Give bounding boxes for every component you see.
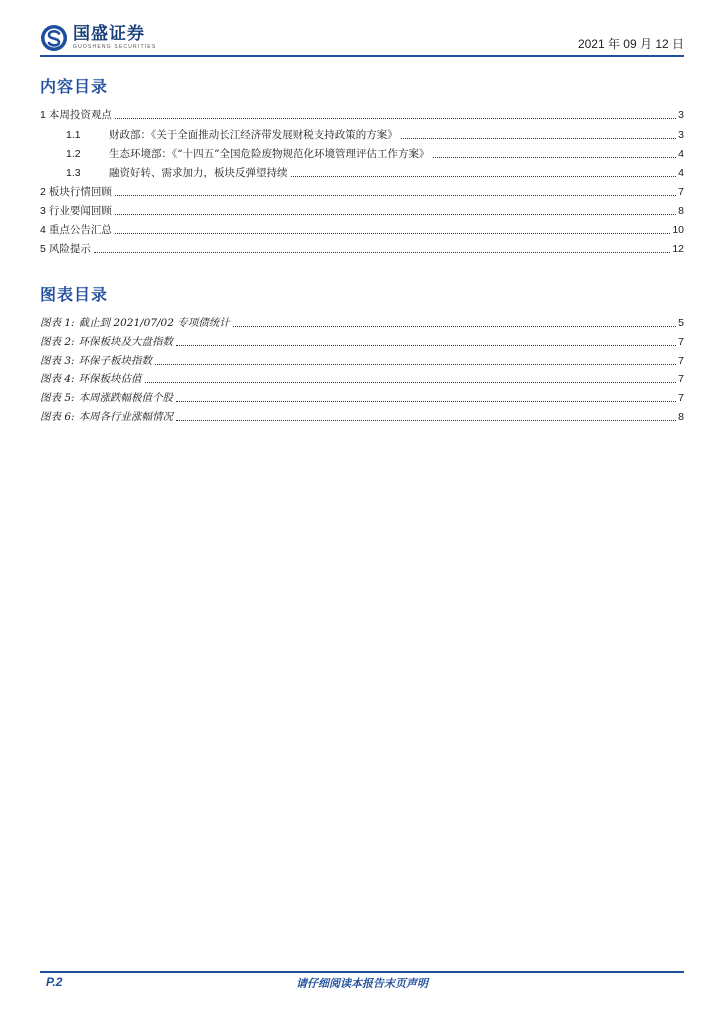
toc-leader-dots — [115, 117, 676, 119]
figure-entry[interactable] — [40, 389, 684, 405]
toc-leader-dots — [145, 381, 677, 383]
figures-heading: 图表目录 — [40, 285, 109, 304]
toc-leader-dots — [176, 344, 676, 346]
toc-leader-dots — [176, 400, 676, 402]
figure-entry-label: 图表 2: — [40, 336, 75, 348]
toc-leader-dots — [115, 232, 670, 234]
toc-entry-page: 8 — [678, 205, 684, 217]
toc-entry-number: 2 — [40, 186, 46, 198]
figure-entry[interactable] — [40, 352, 684, 368]
figure-entry[interactable] — [40, 314, 684, 330]
figure-entry-title: 本周涨跌幅极值个股 — [78, 392, 174, 404]
figure-entry-page: 7 — [678, 373, 684, 385]
page-header — [40, 22, 684, 54]
contents-heading: 内容目录 — [40, 77, 109, 96]
toc-entry-page: 3 — [678, 109, 684, 121]
figure-entry-page: 7 — [678, 336, 684, 348]
toc-leader-dots — [401, 137, 676, 139]
brand-subtitle: GUOSHENG SECURITIES — [73, 44, 157, 50]
page-number: P.2 — [46, 975, 63, 989]
toc-entry-number: 5 — [40, 243, 46, 255]
figure-entry-title: 环保板块及大盘指数 — [78, 336, 174, 348]
footer-disclaimer: 请仔细阅读本报告末页声明 — [296, 977, 428, 990]
toc-entry-title: 本周投资观点 — [48, 109, 112, 121]
toc-leader-dots — [291, 175, 677, 177]
figure-entry[interactable] — [40, 333, 684, 349]
toc-entry-title: 板块行情回顾 — [48, 186, 112, 198]
toc-entry[interactable] — [66, 164, 684, 180]
figure-entry-title: 环保子板块指数 — [78, 355, 153, 367]
figure-entry-title: 本周各行业涨幅情况 — [78, 411, 174, 423]
report-date: 2021 年 09 月 12 日 — [577, 37, 684, 51]
figure-entry-title: 环保板块估值 — [78, 373, 142, 385]
brand-name: 国盛证券 — [73, 24, 145, 44]
brand-logo — [40, 22, 156, 54]
figure-entry-page: 7 — [678, 355, 684, 367]
toc-entry-number: 1 — [40, 109, 46, 121]
footer-divider — [40, 971, 684, 973]
toc-leader-dots — [115, 213, 676, 215]
toc-entry-number: 1.3 — [66, 167, 81, 179]
toc-entry-page: 10 — [672, 224, 684, 236]
figure-entry-label: 图表 3: — [40, 355, 75, 367]
figure-entry-page: 5 — [678, 317, 684, 329]
figure-entry[interactable] — [40, 370, 684, 386]
toc-leader-dots — [155, 363, 676, 365]
toc-leader-dots — [94, 251, 670, 253]
toc-entry-number: 1.1 — [66, 129, 81, 141]
figure-entry-title: 截止到 2021/07/02 专项债统计 — [78, 317, 230, 329]
figure-entry-label: 图表 5: — [40, 392, 75, 404]
toc-entry-number: 1.2 — [66, 148, 81, 160]
brand-logo-icon — [40, 24, 68, 52]
figure-entry-page: 7 — [678, 392, 684, 404]
figure-entry-label: 图表 6: — [40, 411, 75, 423]
figure-entry-label: 图表 1: — [40, 317, 75, 329]
figure-entry-page: 8 — [678, 411, 684, 423]
toc-leader-dots — [176, 419, 676, 421]
figure-entry-label: 图表 4: — [40, 373, 75, 385]
toc-entry-number: 4 — [40, 224, 46, 236]
toc-entry[interactable] — [66, 145, 684, 161]
toc-entry-title: 生态环境部：《“十四五”全国危险废物规范化环境管理评估工作方案》 — [109, 148, 430, 160]
toc-entry-title: 行业要闻回顾 — [48, 205, 112, 217]
toc-entry[interactable] — [40, 221, 684, 237]
toc-entry-page: 4 — [678, 167, 684, 179]
toc-entry-page: 3 — [678, 129, 684, 141]
toc-entry[interactable] — [40, 202, 684, 218]
toc-entry-number: 3 — [40, 205, 46, 217]
toc-entry-title: 风险提示 — [48, 243, 91, 255]
toc-entry[interactable] — [40, 240, 684, 256]
header-divider — [40, 55, 684, 57]
toc-entry-page: 4 — [678, 148, 684, 160]
toc-leader-dots — [433, 156, 677, 158]
figure-entry[interactable] — [40, 408, 684, 424]
toc-entry-page: 12 — [672, 243, 684, 255]
toc-entry-title: 重点公告汇总 — [48, 224, 112, 236]
toc-entry-page: 7 — [678, 186, 684, 198]
toc-entry-title: 融资好转、需求加力，板块反弹望持续 — [109, 167, 288, 179]
toc-leader-dots — [115, 194, 676, 196]
toc-leader-dots — [233, 325, 676, 327]
toc-entry-title: 财政部：《关于全面推动长江经济带发展财税支持政策的方案》 — [109, 129, 398, 141]
toc-entry[interactable] — [40, 183, 684, 199]
toc-entry[interactable] — [66, 126, 684, 142]
toc-entry[interactable] — [40, 106, 684, 122]
